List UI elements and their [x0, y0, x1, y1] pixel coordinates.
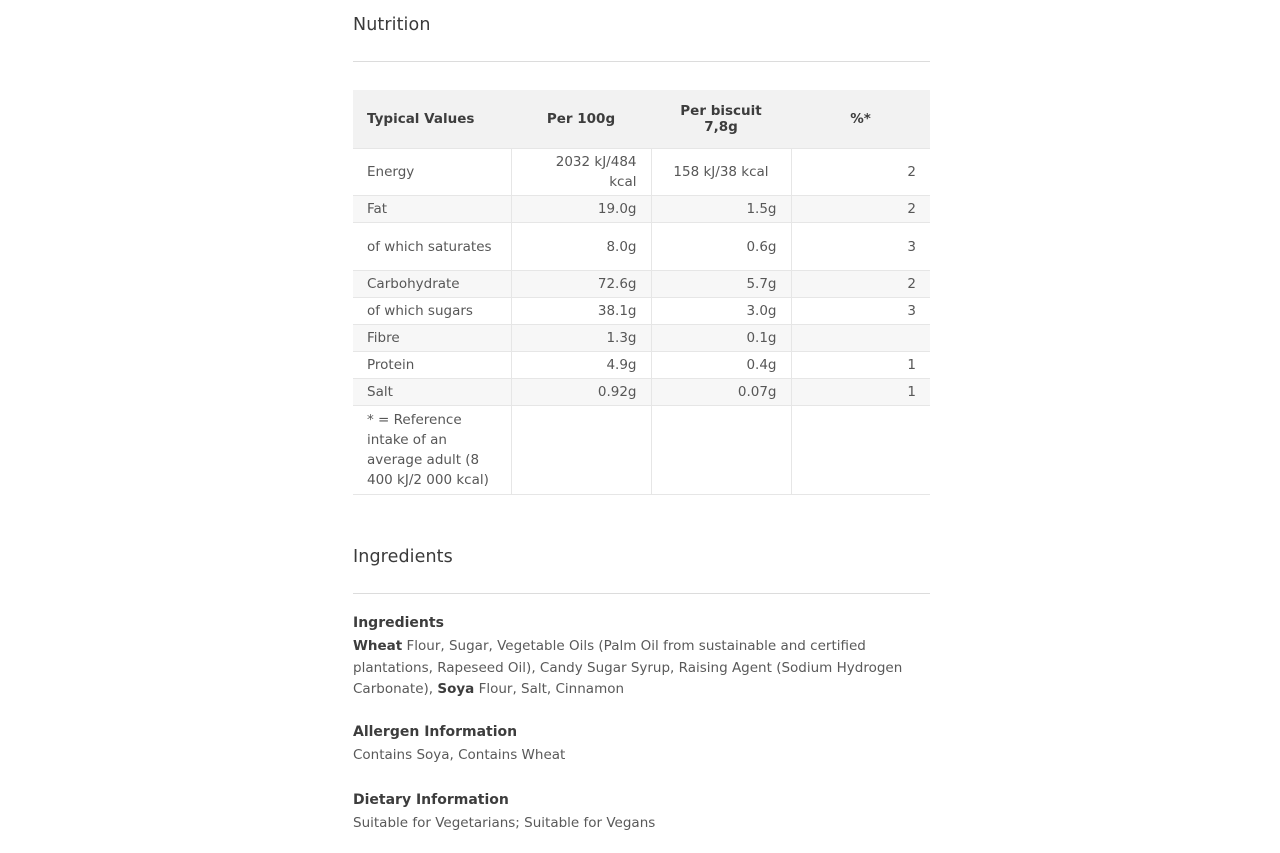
nutrient-per-100g: 1.3g — [511, 325, 651, 352]
ingredients-title: Ingredients — [353, 547, 453, 567]
nutrient-percent: 3 — [791, 223, 930, 271]
nutrition-table — [353, 90, 930, 495]
dietary-block — [353, 791, 930, 835]
header-percent-ri: %* — [791, 90, 930, 149]
allergen-wheat: Wheat — [353, 638, 403, 654]
nutrition-header-row — [353, 90, 930, 149]
nutrient-per-100g: 8.0g — [511, 223, 651, 271]
table-row — [353, 149, 930, 196]
nutrient-per-biscuit: 0.6g — [651, 223, 791, 271]
nutrient-name: Protein — [353, 352, 511, 379]
nutrient-per-biscuit: 0.07g — [651, 379, 791, 406]
nutrient-per-100g: 72.6g — [511, 271, 651, 298]
reference-intake-footnote: * = Reference intake of an average adult (8 400 kJ/2 000 kcal) — [353, 406, 511, 495]
ingredients-text-part-1: Flour, Sugar, Vegetable Oils (Palm Oil from sustainable and certified plantations, Rapeseed Oil), Candy Sugar Syrup, Raising Agent (Sodium Hydrogen Carbonate), — [353, 638, 903, 697]
table-row — [353, 298, 930, 325]
nutrient-percent — [791, 325, 930, 352]
ingredients-block — [353, 614, 930, 701]
ingredients-text-part-2: Flour, Salt, Cinnamon — [474, 681, 625, 697]
table-row — [353, 196, 930, 223]
dietary-text: Suitable for Vegetarians; Suitable for Vegans — [353, 815, 656, 831]
nutrient-percent: 1 — [791, 379, 930, 406]
table-row — [353, 379, 930, 406]
allergen-text: Contains Soya, Contains Wheat — [353, 747, 566, 763]
nutrient-percent: 2 — [791, 196, 930, 223]
nutrient-name: of which saturates — [353, 223, 511, 271]
table-row — [353, 223, 930, 271]
nutrient-name: Fat — [353, 196, 511, 223]
empty-cell — [791, 406, 930, 495]
nutrition-divider — [353, 61, 930, 62]
nutrient-name: Carbohydrate — [353, 271, 511, 298]
nutrient-percent: 2 — [791, 149, 930, 196]
nutrient-per-biscuit: 158 kJ/38 kcal — [651, 149, 791, 196]
nutrient-per-biscuit: 0.4g — [651, 352, 791, 379]
nutrient-per-100g: 19.0g — [511, 196, 651, 223]
allergen-heading: Allergen Information — [353, 724, 518, 740]
nutrient-name: of which sugars — [353, 298, 511, 325]
nutrient-per-100g: 4.9g — [511, 352, 651, 379]
nutrient-percent: 2 — [791, 271, 930, 298]
header-per-100g: Per 100g — [511, 90, 651, 149]
nutrient-name: Energy — [353, 149, 511, 196]
nutrient-per-biscuit: 1.5g — [651, 196, 791, 223]
ingredients-heading: Ingredients — [353, 615, 444, 631]
nutrient-per-100g: 0.92g — [511, 379, 651, 406]
table-row — [353, 271, 930, 298]
nutrient-per-100g: 2032 kJ/484 kcal — [511, 149, 651, 196]
ingredients-divider — [353, 593, 930, 594]
footnote-row — [353, 406, 930, 495]
nutrient-per-biscuit: 3.0g — [651, 298, 791, 325]
allergen-block — [353, 723, 930, 767]
empty-cell — [651, 406, 791, 495]
table-row — [353, 325, 930, 352]
nutrient-name: Salt — [353, 379, 511, 406]
header-per-biscuit: Per biscuit 7,8g — [651, 90, 791, 149]
dietary-heading: Dietary Information — [353, 792, 509, 808]
nutrient-name: Fibre — [353, 325, 511, 352]
empty-cell — [511, 406, 651, 495]
nutrition-title: Nutrition — [353, 15, 431, 35]
nutrient-percent: 3 — [791, 298, 930, 325]
nutrient-per-biscuit: 5.7g — [651, 271, 791, 298]
table-row — [353, 352, 930, 379]
nutrient-per-biscuit: 0.1g — [651, 325, 791, 352]
allergen-soya: Soya — [437, 681, 475, 697]
nutrient-per-100g: 38.1g — [511, 298, 651, 325]
ingredients-list — [353, 636, 930, 701]
nutrient-percent: 1 — [791, 352, 930, 379]
header-typical-values: Typical Values — [353, 90, 511, 149]
